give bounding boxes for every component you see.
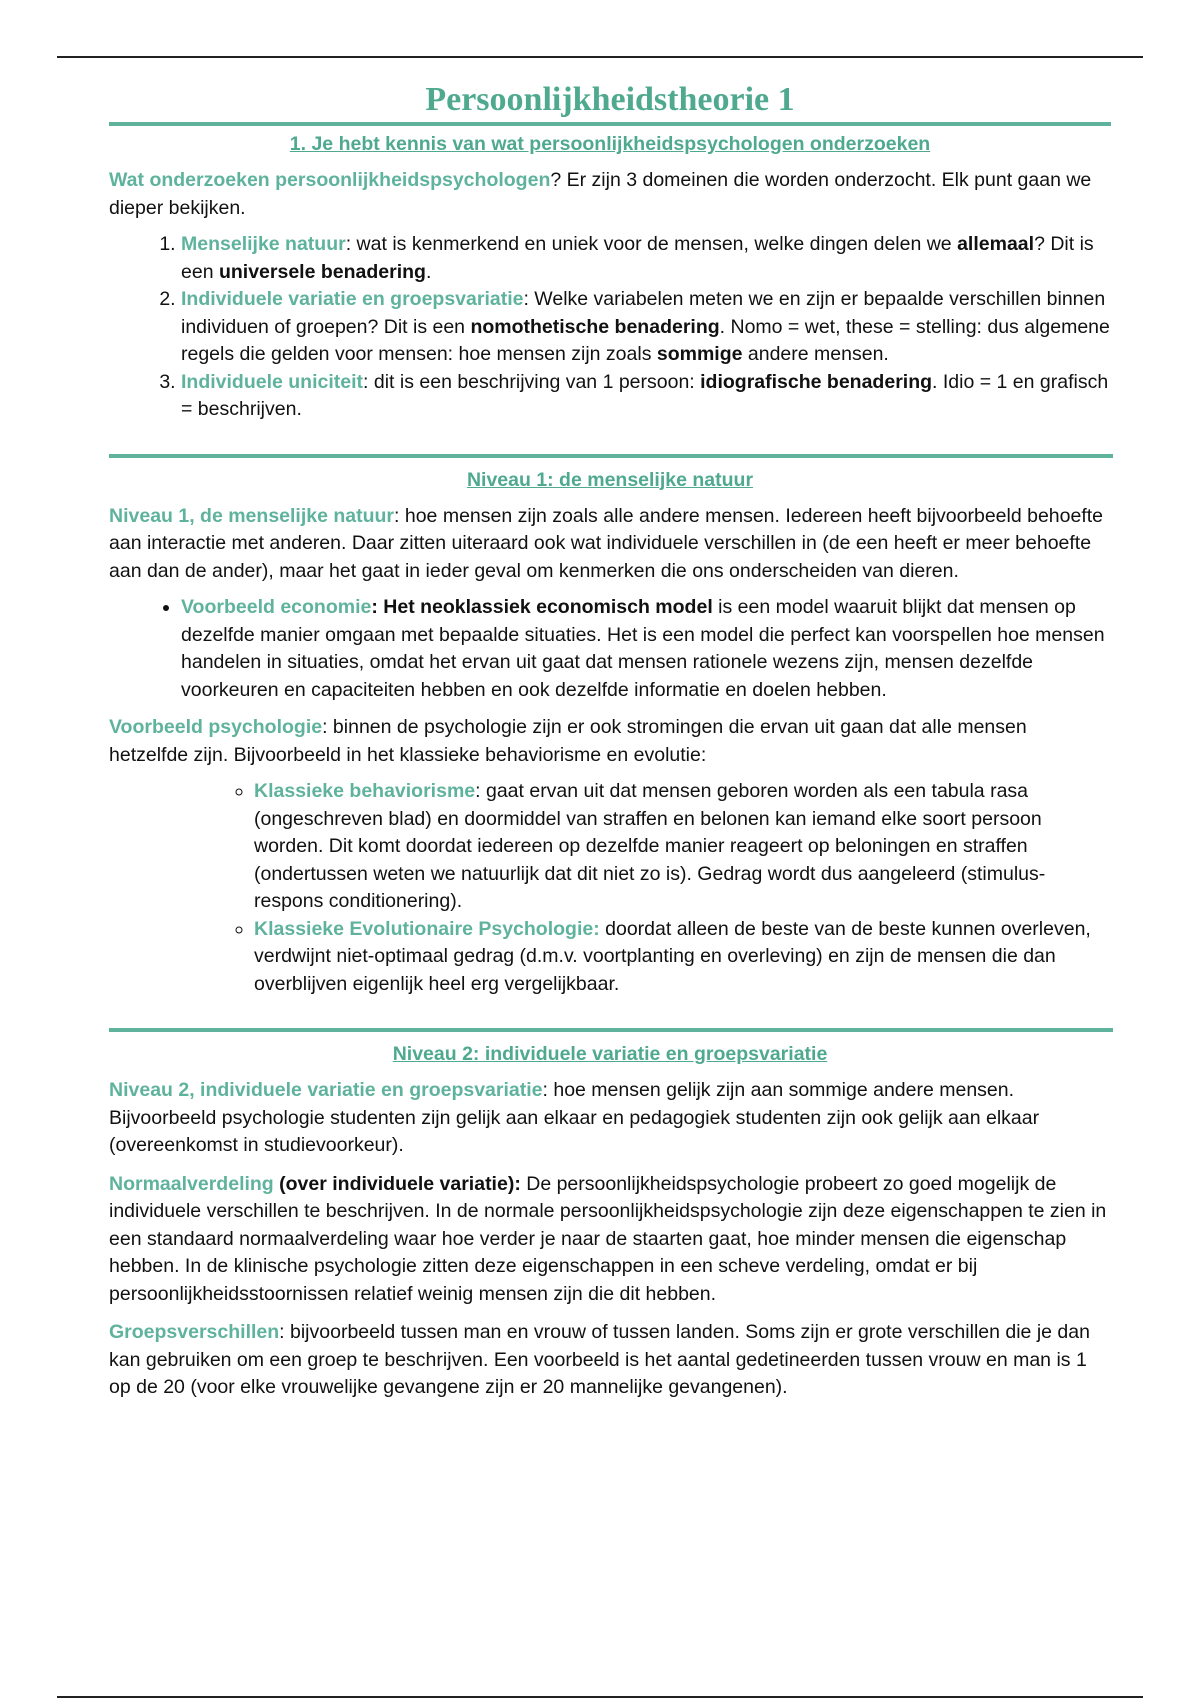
section-divider [109, 454, 1113, 458]
item-text: . Nomo = wet, these = stelling: dus algemene regels die gelden voor mensen: hoe mensen zijn zoals [181, 315, 1110, 365]
paragraph-term: Groepsverschillen [109, 1321, 280, 1343]
item-text: ? Dit is een [181, 233, 1094, 283]
page-title: Persoonlijkheidstheorie 1 [425, 81, 795, 118]
paragraph-bold: (over individuele variatie): [273, 1172, 521, 1195]
item-bold: : [371, 596, 384, 618]
item-text: . [425, 260, 432, 283]
intro-text: ? Er zijn 3 domeinen die worden onderzocht. Elk punt gaan we dieper bekijken. [109, 169, 1092, 219]
item-bold: idiografische benadering [700, 370, 933, 393]
list-item [181, 594, 1111, 704]
paragraph-term: Niveau 2, individuele variatie en groepsvariatie [109, 1079, 543, 1101]
title-underline [109, 122, 1111, 126]
document-page [109, 78, 1111, 1402]
paragraph-text: : bijvoorbeeld tussen man en vrouw of tussen landen. Soms zijn er grote verschillen die je dan kan gebruiken om een groep te beschrijven. Een voorbeeld is het aantal gedetineerden tussen vrouw en man is 1 op de 20 (voor elke vrouwelijke gevangene zijn er 20 mannelijke gevangenen). [109, 1321, 1090, 1398]
item-term: Individuele uniciteit [181, 370, 364, 393]
item-text: : wat is kenmerkend en uniek voor de mensen, welke dingen delen we [345, 233, 958, 255]
paragraph-text: : hoe mensen zijn zoals alle andere mensen. Iedereen heeft bijvoorbeeld behoefte aan interactie met anderen. Daar zitten uiteraard ook wat individuele verschillen in (de een heeft er meer behoefte aan dan de ander), maar het gaat in ieder geval om kenmerken die ons onderscheiden van dieren. [109, 504, 1104, 582]
section-2-paragraph-2 [109, 714, 1111, 769]
list-item [254, 778, 1111, 916]
item-term: Voorbeeld economie [181, 596, 372, 618]
item-bold: sommige [656, 343, 743, 365]
item-text: : gaat ervan uit dat mensen geboren worden als een tabula rasa (ongeschreven blad) en doormiddel van straffen en belonen kan iemand elke soort persoon worden. Dit komt doordat iedereen op dezelfde manier reageert op beloningen en straffen (ondertussen weten we natuurlijk dat dit niet zo is). Gedrag wordt dus aangeleerd (stimulus-respons conditionering). [254, 780, 1046, 912]
item-text: : Welke variabelen meten we en zijn er bepaalde verschillen binnen individuen of groepen? Dit is een [181, 288, 1106, 338]
section-3-heading: Niveau 2: individuele variatie en groepsvariatie [392, 1043, 828, 1065]
domains-list [109, 231, 1111, 424]
paragraph-term: Niveau 1, de menselijke natuur [109, 504, 395, 527]
page-top-rule [57, 56, 1143, 58]
section-divider [109, 1028, 1113, 1032]
item-text: . Idio = 1 en grafisch = beschrijven. [181, 370, 1109, 420]
item-term: Klassieke behaviorisme [254, 780, 476, 802]
section-3-paragraph-3 [109, 1319, 1111, 1402]
item-text: andere mensen. [742, 343, 889, 365]
paragraph-text: De persoonlijkheidspsychologie probeert zo goed mogelijk de individuele verschillen te beschrijven. In de normale persoonlijkheidspsychologie zijn deze eigenschappen te zien in een standaard normaalverdeling waar hoe verder je naar de staarten gaat, hoe minder mensen die eigenschap hebben. In de klinische psychologie zitten deze eigenschappen in een scheve verdeling, omdat er bij persoonlijkheidsstoornissen relatief weinig mensen zijn die dit hebben. [109, 1172, 1107, 1305]
paragraph-term: Voorbeeld psychologie [109, 716, 323, 738]
intro-term: Wat onderzoeken persoonlijkheidspsychologen [109, 169, 551, 191]
section-3-paragraph-1 [109, 1077, 1111, 1160]
list-item [181, 369, 1111, 424]
paragraph-term: Normaalverdeling [109, 1172, 274, 1195]
item-text: doordat alleen de beste van de beste kunnen overleven, verdwijnt niet-optimaal gedrag (d.m.v. voortplanting en overleving) en zijn de mensen die dan overblijven eigenlijk heel erg vergelijkbaar. [254, 917, 1091, 995]
list-item [254, 916, 1111, 999]
list-item [181, 286, 1111, 369]
item-term: Menselijke natuur [181, 233, 346, 255]
paragraph-text: : hoe mensen gelijk zijn aan sommige andere mensen. Bijvoorbeeld psychologie studenten zijn gelijk aan elkaar en pedagogiek studenten zijn ook gelijk aan elkaar (overeenkomst in studievoorkeur). [109, 1079, 1040, 1156]
item-text: : dit is een beschrijving van 1 persoon: [363, 370, 701, 393]
item-term: Klassieke Evolutionaire Psychologie: [254, 917, 600, 940]
psychology-example-list [109, 778, 1111, 998]
section-1-intro [109, 167, 1111, 222]
economy-example-list [109, 594, 1111, 704]
item-text: is een model waaruit blijkt dat mensen op dezelfde manier omgaan met bepaalde situaties. Het is een model die perfect kan voorspellen hoe mensen handelen in situaties, omdat het ervan uit gaat dat mensen rationele wezens zijn, mensen dezelfde voorkeuren en capaciteiten hebben en ook dezelfde informatie en doelen hebben. [181, 596, 1105, 701]
item-bold: nomothetische benadering [470, 315, 720, 338]
section-1-heading: 1. Je hebt kennis van wat persoonlijkheidspsychologen onderzoeken [289, 133, 931, 155]
section-2-heading: Niveau 1: de menselijke natuur [466, 468, 754, 491]
page-bottom-rule [57, 1696, 1143, 1698]
section-2-paragraph-1 [109, 503, 1111, 586]
item-bold: Het neoklassiek economisch model [383, 596, 713, 618]
list-item [181, 231, 1111, 286]
item-bold: universele benadering [218, 260, 426, 283]
paragraph-text: : binnen de psychologie zijn er ook stromingen die ervan uit gaan dat alle mensen hetzelfde zijn. Bijvoorbeeld in het klassieke behaviorisme en evolutie: [109, 716, 1027, 766]
item-bold: allemaal [957, 233, 1035, 255]
section-3-paragraph-2 [109, 1171, 1111, 1309]
item-term: Individuele variatie en groepsvariatie [181, 288, 524, 310]
